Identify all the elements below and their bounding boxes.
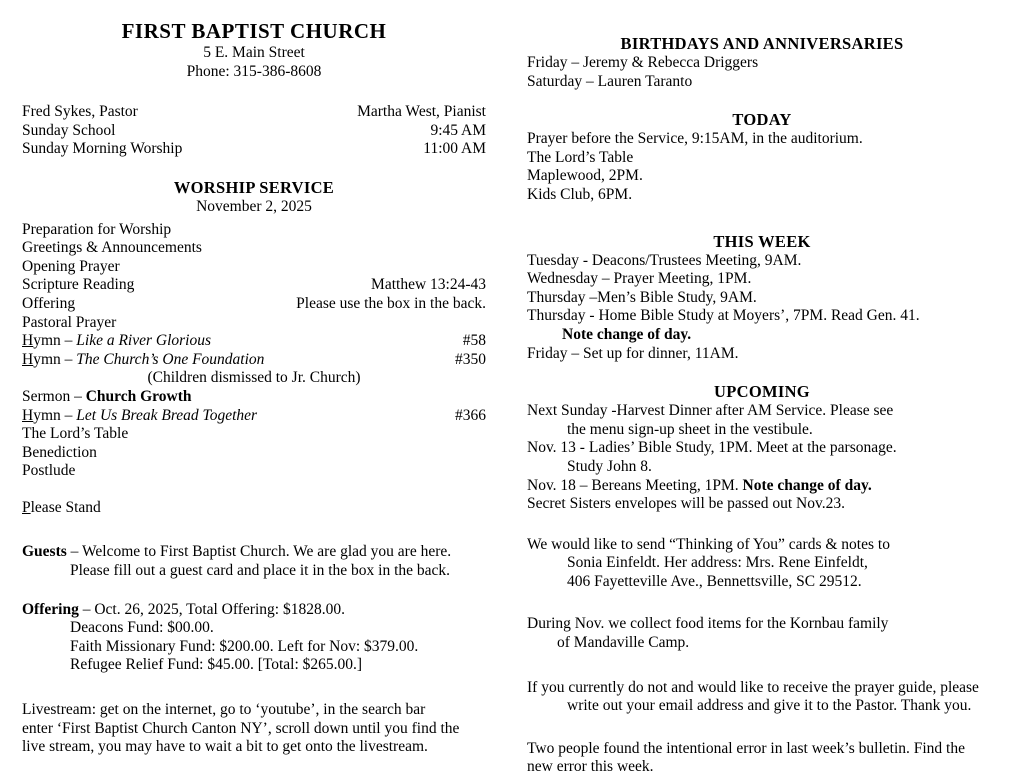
upcoming-item [527,477,997,496]
offering-fund-line: Refugee Relief Fund: $45.00. [Total: $265.00.] [70,656,363,674]
spacer [527,591,997,615]
this-week-item: Thursday –Men’s Bible Study, 9AM. [527,288,757,306]
hymn-label-rest: ymn [33,406,61,424]
morning-worship-label: Sunday Morning Worship [22,140,183,158]
hymn-item [22,351,486,370]
spacer [22,81,486,103]
offering-line [22,601,486,620]
this-week-heading: THIS WEEK [713,231,811,251]
spacer [527,653,997,679]
pianist-name: Martha West, Pianist [357,103,486,121]
prayer-guide-line: If you currently do not and would like to receive the prayer guide, please [527,678,979,696]
order-item-label: Pastoral Prayer [22,313,117,331]
order-item-label: Scripture Reading [22,276,135,294]
worship-service-date: November 2, 2025 [196,197,312,215]
offering-fund-line: Deacons Fund: $00.00. [70,619,214,637]
hymn-title: Like a River Glorious [76,332,212,350]
hymn-label-initial: H [22,406,34,424]
church-phone: Phone: 315-386-8608 [186,62,322,80]
upcoming-note: Note change of day. [742,476,872,494]
this-week-item: Wednesday – Prayer Meeting, 1PM. [527,270,752,288]
hymn-number: #58 [462,332,486,350]
guests-line [22,543,486,562]
offering-label: Offering [22,600,79,618]
please-stand-rest: lease Stand [30,498,101,516]
spacer [527,716,997,740]
order-item [22,221,486,240]
order-item [22,276,486,295]
error-note-line: new error this week. [527,758,654,776]
hymn-number: #366 [455,406,486,424]
left-column [22,0,486,757]
livestream-line: enter ‘First Baptist Church Canton NY’, scroll down until you find the [22,719,460,737]
guests-label: Guests [22,543,67,561]
upcoming-item-text: Nov. 18 – Bereans Meeting, 1PM. [527,476,743,494]
order-item-label: Preparation for Worship [22,220,172,238]
today-item: Kids Club, 6PM. [527,185,633,203]
spacer [22,159,486,177]
pastor-name: Fred Sykes, Pastor [22,103,138,121]
thinking-of-you-line: 406 Fayetteville Ave., Bennettsville, SC 29512. [567,572,862,590]
hymn-label-rest: ymn [33,350,61,368]
prayer-guide-line: write out your email address and give it to the Pastor. Thank you. [567,697,972,715]
hymn-label [22,407,257,426]
spacer [527,205,997,231]
schedule-row [22,122,486,141]
today-item: Prayer before the Service, 9:15AM, in the auditorium. [527,130,863,148]
this-week-note: Note change of day. [562,325,692,343]
upcoming-item: Nov. 13 - Ladies’ Bible Study, 1PM. Meet at the parsonage. [527,439,897,457]
this-week-item: Friday – Set up for dinner, 11AM. [527,344,739,362]
this-week-item: Thursday - Home Bible Study at Moyers’, 7PM. Read Gen. 41. [527,307,920,325]
hymn-dash: – [60,406,77,424]
upcoming-item-cont: Study John 8. [567,457,652,475]
spacer [22,675,486,701]
hymn-dash: – [60,332,77,350]
food-drive-line: of Mandaville Camp. [557,634,690,652]
church-name: FIRST BAPTIST CHURCH [121,19,387,43]
spacer [527,363,997,381]
right-column [527,0,997,777]
order-item [22,239,486,258]
guests-line-2: Please fill out a guest card and place it in the box in the back. [70,562,451,580]
upcoming-item: Next Sunday -Harvest Dinner after AM Service. Please see [527,402,894,420]
hymn-title: The Church’s One Foundation [76,350,265,368]
morning-worship-time: 11:00 AM [423,140,486,158]
sunday-school-time: 9:45 AM [430,121,486,139]
today-item: The Lord’s Table [527,148,634,166]
offering-summary: – Oct. 26, 2025, Total Offering: $1828.00. [78,600,345,618]
sermon-label: Sermon – [22,387,86,405]
spacer [22,517,486,543]
please-stand-initial: P [22,498,31,516]
hymn-label-initial: H [22,332,34,350]
thinking-of-you-line: We would like to send “Thinking of You” cards & notes to [527,535,890,553]
sunday-school-label: Sunday School [22,121,116,139]
order-item: Benediction [22,443,97,461]
scripture-reference: Matthew 13:24-43 [371,276,486,294]
upcoming-item: Secret Sisters envelopes will be passed out Nov.23. [527,495,845,513]
this-week-item: Tuesday - Deacons/Trustees Meeting, 9AM. [527,251,802,269]
birthdays-heading: BIRTHDAYS AND ANNIVERSARIES [620,34,904,53]
hymn-title: Let Us Break Bread Together [76,406,258,424]
order-item [22,258,486,277]
hymn-number: #350 [455,350,486,368]
hymn-item [22,407,486,426]
order-item [22,314,486,333]
order-item [22,295,486,314]
birthday-item: Saturday – Lauren Taranto [527,72,693,90]
hymn-label-rest: ymn [33,332,61,350]
schedule-row [22,140,486,159]
church-address: 5 E. Main Street [203,44,305,61]
hymn-label [22,332,211,351]
spacer [527,91,997,109]
offering-instruction: Please use the box in the back. [296,294,486,312]
upcoming-heading: UPCOMING [714,382,810,402]
food-drive-line: During Nov. we collect food items for the Kornbau family [527,615,889,633]
livestream-line: Livestream: get on the internet, go to ‘youtube’, in the search bar [22,701,426,719]
hymn-item [22,332,486,351]
sermon-title: Church Growth [85,387,192,405]
order-item-label: Opening Prayer [22,257,120,275]
livestream-line: live stream, you may have to wait a bit to get onto the livestream. [22,738,428,756]
today-item: Maplewood, 2PM. [527,167,643,185]
offering-fund-line: Faith Missionary Fund: $200.00. Left for Nov: $379.00. [70,637,419,655]
spacer [22,581,486,601]
worship-service-heading: WORSHIP SERVICE [173,177,335,197]
children-dismissal-note: (Children dismissed to Jr. Church) [147,369,361,387]
hymn-label [22,351,264,370]
please-stand-note [22,499,486,518]
order-item: The Lord’s Table [22,425,129,443]
order-item: Postlude [22,462,76,480]
thinking-of-you-line: Sonia Einfeldt. Her address: Mrs. Rene Einfeldt, [567,554,868,572]
birthday-item: Friday – Jeremy & Rebecca Driggers [527,54,759,71]
spacer [527,514,997,536]
hymn-label-initial: H [22,350,34,368]
sermon-item [22,388,486,407]
hymn-dash: – [60,350,77,368]
guests-text: – Welcome to First Baptist Church. We are glad you are here. [66,543,452,561]
error-note-line: Two people found the intentional error in last week’s bulletin. Find the [527,739,965,757]
order-item-label: Greetings & Announcements [22,239,202,257]
spacer [22,481,486,499]
order-item-label: Offering [22,294,76,312]
staff-row [22,103,486,122]
upcoming-item-cont: the menu sign-up sheet in the vestibule. [567,420,813,438]
today-heading: TODAY [732,110,792,130]
